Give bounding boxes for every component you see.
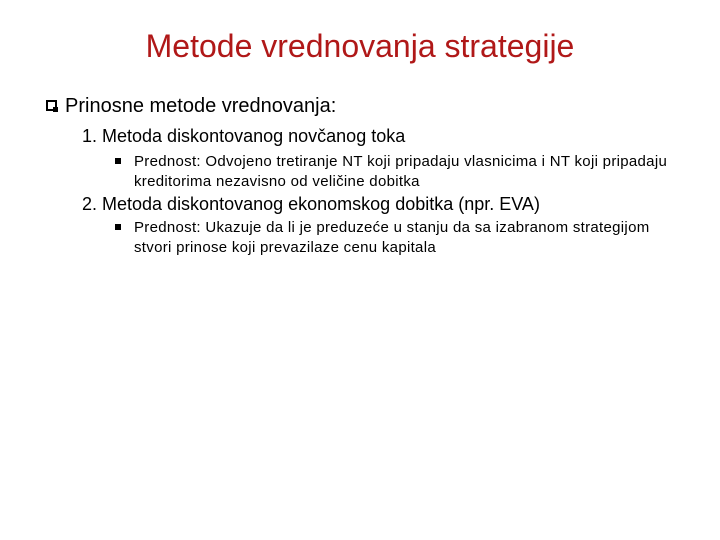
slide-title: Metode vrednovanja strategije (145, 28, 575, 64)
method-2-detail-text: Prednost: Ukazuje da li je preduzeće u stanju da sa izabranom strategijom stvori prinose koji prevazilaze cenu kapitala (134, 219, 650, 256)
square-bullet-icon (115, 158, 121, 164)
method-2-detail (115, 218, 690, 258)
method-1-detail (115, 152, 690, 192)
method-item-2: 2. Metoda diskontovanog ekonomskog dobitka (npr. EVA) (82, 194, 540, 214)
q-box-bullet-icon (46, 100, 57, 111)
square-bullet-icon (115, 224, 121, 230)
main-bullet (46, 94, 336, 118)
method-1-detail-text: Prednost: Odvojeno tretiranje NT koji pripadaju vlasnicima i NT koji pripadaju kreditorima nezavisno od veličine dobitka (134, 153, 668, 190)
main-bullet-text: Prinosne metode vrednovanja: (65, 95, 337, 117)
method-item-1: 1. Metoda diskontovanog novčanog toka (82, 126, 406, 146)
